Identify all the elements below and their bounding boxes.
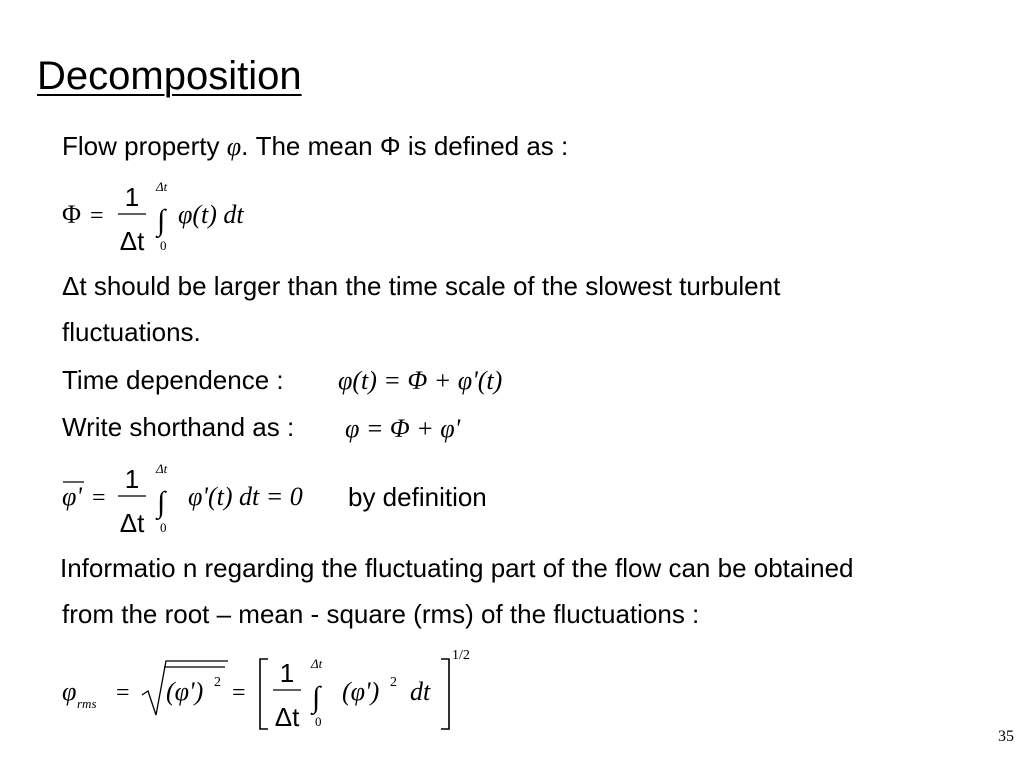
- text-delta-t: Δt should be larger than the time scale of the slowest turbulent: [62, 271, 781, 301]
- svg-text:1: 1: [124, 182, 140, 212]
- svg-text:Δt: Δt: [274, 702, 300, 732]
- equation-rms: [60, 645, 490, 740]
- equation-shorthand: [345, 410, 495, 446]
- text-flow-property-suffix: . The mean Φ is defined as :: [241, 131, 569, 161]
- text-by-definition: by definition: [348, 482, 487, 512]
- svg-text:dt: dt: [410, 677, 431, 706]
- svg-text:Δt: Δt: [119, 226, 145, 256]
- svg-text:∫: ∫: [312, 681, 321, 714]
- svg-text:Φ: Φ: [62, 200, 82, 229]
- svg-text:0: 0: [160, 238, 167, 253]
- text-information: Informatio n regarding the fluctuating part of the flow can be obtained: [60, 553, 854, 583]
- svg-text:rms: rms: [77, 696, 97, 711]
- text-fluctuations: fluctuations.: [62, 317, 201, 347]
- page-number: 35: [998, 728, 1014, 745]
- svg-text:=: =: [232, 680, 246, 706]
- text-flow-property-prefix: Flow property: [62, 131, 227, 161]
- svg-text:=: =: [90, 203, 104, 229]
- equation-time-dependence: [338, 362, 548, 398]
- slide-title: Decomposition: [37, 54, 302, 98]
- svg-text:Δt: Δt: [156, 179, 168, 194]
- svg-text:=: =: [116, 680, 130, 706]
- svg-text:φ': φ': [62, 482, 82, 511]
- svg-text:φ(t) dt: φ(t) dt: [178, 200, 244, 229]
- svg-text:φ = Φ + φ': φ = Φ + φ': [345, 414, 461, 443]
- svg-text:φ(t) = Φ + φ'(t): φ(t) = Φ + φ'(t): [338, 366, 503, 395]
- text-root-mean-square: from the root – mean - square (rms) of the fluctuations :: [62, 599, 700, 629]
- text-time-dependence: Time dependence :: [62, 365, 284, 395]
- svg-text:1: 1: [124, 464, 140, 494]
- svg-text:=: =: [92, 485, 106, 511]
- svg-text:0: 0: [315, 714, 322, 729]
- svg-text:Δt: Δt: [156, 461, 168, 476]
- svg-text:φ: φ: [62, 677, 77, 706]
- svg-text:∫: ∫: [157, 204, 166, 237]
- svg-text:0: 0: [160, 520, 167, 535]
- svg-text:∫: ∫: [157, 486, 166, 519]
- equation-mean-definition: [60, 178, 290, 258]
- svg-text:1/2: 1/2: [452, 648, 470, 663]
- svg-text:2: 2: [214, 675, 221, 690]
- phi-symbol: φ: [226, 132, 242, 161]
- text-write-shorthand: Write shorthand as :: [62, 412, 295, 442]
- svg-text:1: 1: [279, 658, 295, 688]
- equation-mean-fluctuation: [60, 460, 340, 540]
- svg-text:φ'(t) dt = 0: φ'(t) dt = 0: [188, 482, 303, 511]
- svg-text:(φ'): (φ'): [342, 677, 380, 706]
- text-flow-property: [62, 131, 568, 162]
- svg-text:Δt: Δt: [311, 656, 323, 671]
- svg-text:Δt: Δt: [119, 508, 145, 538]
- svg-text:2: 2: [390, 675, 397, 690]
- svg-text:(φ'): (φ'): [166, 677, 204, 706]
